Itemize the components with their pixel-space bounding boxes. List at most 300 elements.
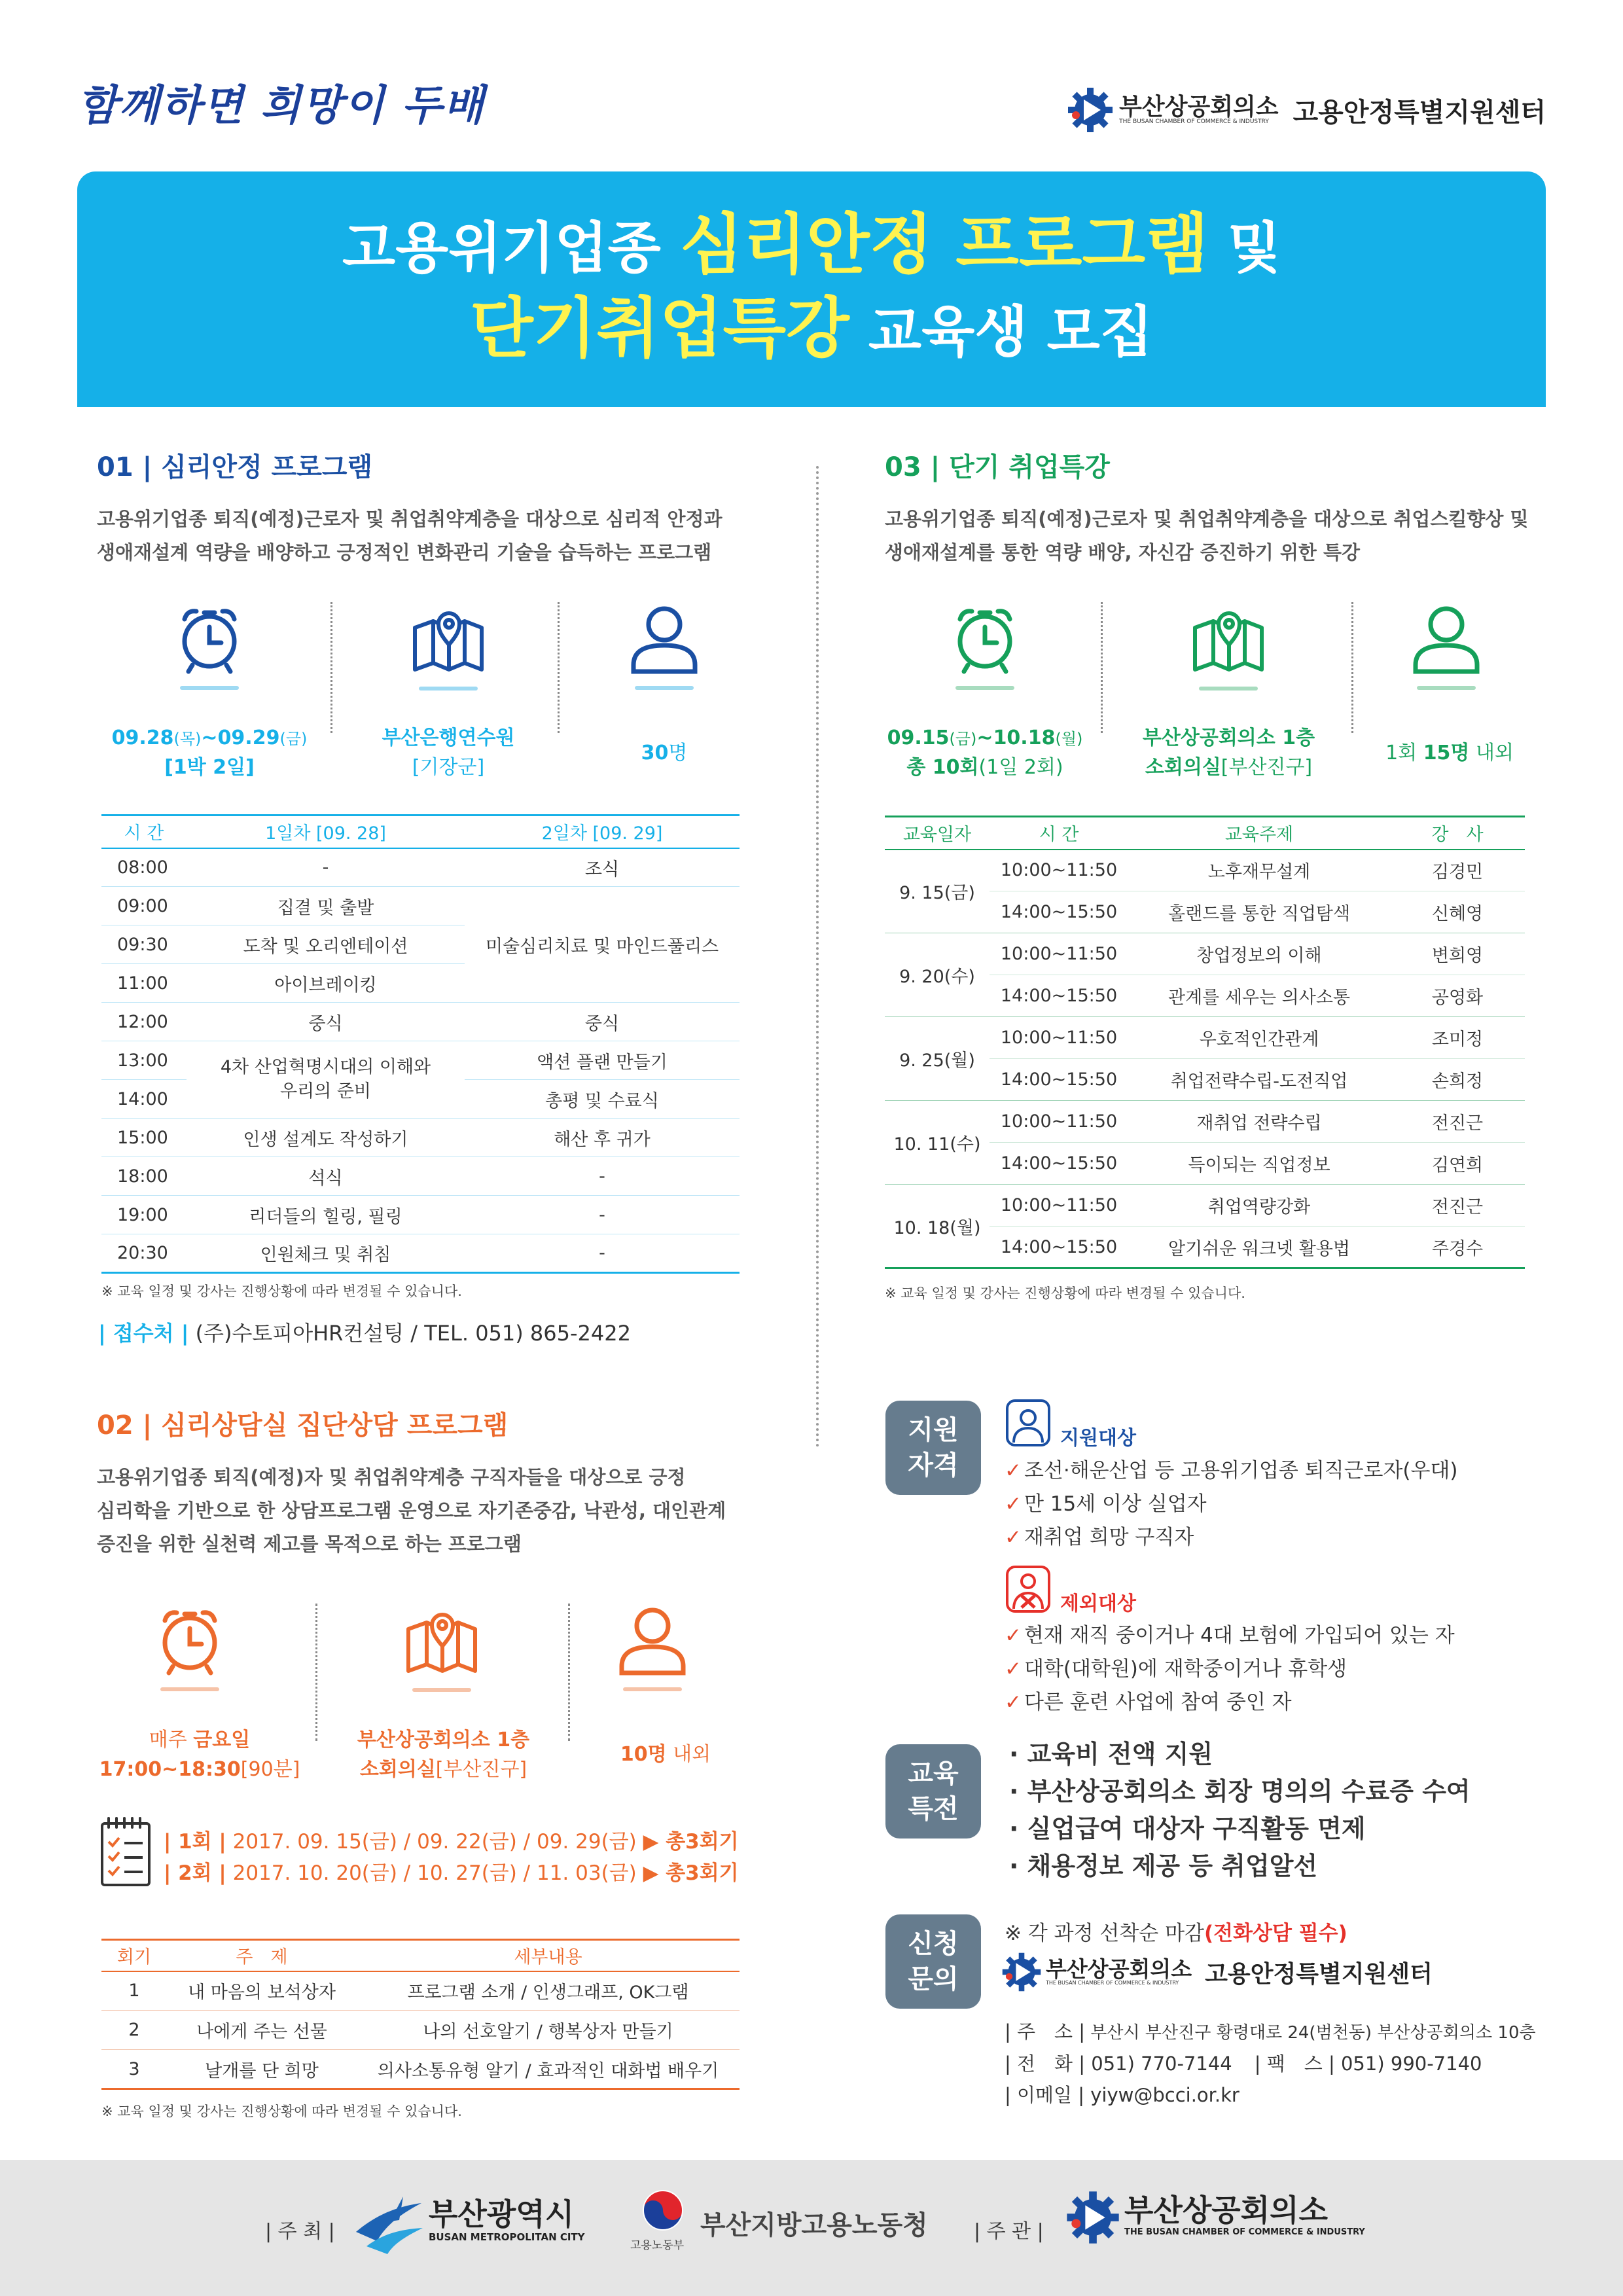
s1-icon-divider-1 <box>330 602 332 733</box>
footer-moel: 고용노동부 <box>630 2239 685 2252</box>
header-bcci-name: 부산상공회의소 <box>1119 93 1279 120</box>
apply-email[interactable]: yiyw@bcci.or.kr <box>1084 2084 1240 2107</box>
footer-busan-en: BUSAN METROPOLITAN CITY <box>429 2231 585 2243</box>
s2-round2-total: 총3회기 <box>658 1861 739 1886</box>
apply-label-line1: 신청 <box>908 1929 959 1959</box>
s3-time-cell: 14:00~15:50 <box>1000 986 1118 1006</box>
s2-note: ※ 교육 일정 및 강사는 진행상황에 따라 변경될 수 있습니다. <box>101 2104 462 2119</box>
exclude-text: 다른 훈련 사업에 참여 중인 자 <box>1024 1691 1292 1715</box>
s2-when-info <box>95 1725 304 1784</box>
s3-lecturer-cell: 손희정 <box>1431 1071 1484 1092</box>
s1-date-info <box>98 723 321 782</box>
list-item <box>1005 1488 1458 1521</box>
apply-fax-label: | 팩 스 | <box>1254 2052 1335 2075</box>
s3-person-underline <box>1417 686 1476 690</box>
s3-desc-line2: 생애재설계를 통한 역량 배양, 자신감 증진하기 위한 특강 <box>885 541 1361 564</box>
s3-header-date: 교육일자 <box>902 825 972 846</box>
benefits-label <box>885 1744 981 1839</box>
footer-busan <box>429 2198 585 2243</box>
s3-time-cell: 10:00~11:50 <box>1000 1195 1118 1215</box>
s3-date-start: 09.15 <box>887 726 950 749</box>
s3-clock-underline <box>955 686 1014 690</box>
s1-day1-cell: 집결 및 출발 <box>277 897 374 918</box>
s3-date-cell: 9. 25(월) <box>885 1017 990 1101</box>
s1-person-underline <box>635 686 694 690</box>
s2-header-detail: 세부내용 <box>514 1947 582 1968</box>
s1-schedule-table <box>101 814 740 1274</box>
s1-reg-value: (주)수토피아HR컨설팅 / TEL. 051) 865-2422 <box>195 1321 631 1346</box>
banner-l2-highlight: 단기취업특강 <box>470 290 849 367</box>
s1-place-area: [기장군] <box>412 756 485 779</box>
s1-day1-line2: 우리의 준비 <box>280 1081 371 1102</box>
title-banner <box>77 171 1546 407</box>
s1-day1-cell: 아이브레이킹 <box>274 975 377 996</box>
s1-day1-cell: 인원체크 및 취침 <box>260 1245 391 1265</box>
s1-note: ※ 교육 일정 및 강사는 진행상황에 따라 변경될 수 있습니다. <box>101 1283 462 1299</box>
s2-place-info <box>327 1725 560 1784</box>
s1-description <box>97 503 804 569</box>
s1-place-info <box>340 723 556 782</box>
map-pin-icon <box>403 1600 480 1677</box>
s3-title <box>885 454 1110 480</box>
s3-people-info <box>1361 738 1538 768</box>
s2-desc-line2: 심리학을 기반으로 한 상담프로그램 운영으로 자기존중감, 낙관성, 대인관계 <box>97 1499 726 1522</box>
support-exclude-list <box>1005 1619 1455 1719</box>
banner-l2-post: 교육생 모집 <box>849 300 1153 364</box>
check-icon: ✓ <box>1005 1691 1022 1715</box>
table-row <box>101 2011 740 2050</box>
s2-clock-underline <box>160 1687 219 1691</box>
s3-lecturer-cell: 조미정 <box>1431 1030 1484 1050</box>
s3-time-cell: 14:00~15:50 <box>1000 902 1118 922</box>
s3-map-block <box>1186 599 1271 691</box>
apply-bcci-name: 부산상공회의소 <box>1046 1956 1192 1982</box>
s1-date-end: 09.29 <box>217 726 280 749</box>
person-icon <box>616 1604 688 1677</box>
person-icon <box>628 602 700 675</box>
s3-desc-line1: 고용위기업종 퇴직(예정)근로자 및 취업취약계층을 대상으로 취업스킬향상 및 <box>885 508 1529 530</box>
support-label-line2: 자격 <box>908 1450 959 1480</box>
footer-host-label: | 주 최 | <box>265 2220 335 2243</box>
s3-time-cell: 10:00~11:50 <box>1000 944 1118 964</box>
apply-contacts <box>1005 2016 1536 2111</box>
s3-header-time: 시 간 <box>1039 825 1079 846</box>
s2-detail-cell: 나의 선호알기 / 행복상자 만들기 <box>423 2022 673 2042</box>
s3-time-cell: 10:00~11:50 <box>1000 1028 1118 1048</box>
header-logo <box>1067 84 1546 136</box>
s3-topic-cell: 창업정보의 이해 <box>1196 946 1322 966</box>
s1-date-duration: [1박 2일] <box>164 756 255 779</box>
table-row <box>101 848 740 887</box>
s1-date-start-day: (목) <box>173 730 202 748</box>
s3-time-cell: 10:00~11:50 <box>1000 860 1118 881</box>
s2-detail-cell: 의사소통유형 알기 / 효과적인 대화법 배우기 <box>377 2060 719 2081</box>
s2-session-cell: 3 <box>128 2058 140 2079</box>
s2-people-count: 10명 <box>620 1743 667 1766</box>
s1-day1-cell-merged <box>187 1041 465 1119</box>
s2-round2-label: | 2회 | <box>164 1861 226 1886</box>
table-row <box>101 1003 740 1041</box>
target-person-icon <box>1005 1398 1052 1448</box>
s1-header-day1: 1일차 [09. 28] <box>265 823 386 844</box>
s1-day2-cell: 액션 플랜 만들기 <box>537 1052 668 1073</box>
apply-phone-label: | 전 화 | <box>1005 2052 1086 2075</box>
s3-topic-cell: 취업전략수립-도전직업 <box>1170 1071 1348 1092</box>
s3-place-name: 부산상공회의소 1층 <box>1142 726 1315 749</box>
s2-when-time: 17:00~18:30 <box>99 1758 241 1781</box>
s3-icon-divider-1 <box>1101 602 1103 733</box>
s3-date-cell: 9. 15(금) <box>885 850 990 933</box>
s3-clock-block <box>942 602 1027 690</box>
s2-topic-cell: 내 마음의 보석상자 <box>188 1982 336 2003</box>
list-item <box>1005 1686 1455 1719</box>
footer-bcci-en: THE BUSAN CHAMBER OF COMMERCE & INDUSTRY <box>1124 2227 1365 2237</box>
moel-taegeuk-icon <box>640 2187 686 2233</box>
alarm-clock-icon <box>153 1604 226 1677</box>
s2-place-name: 부산상공회의소 1층 <box>357 1729 530 1751</box>
s3-topic-cell: 취업역량강화 <box>1207 1197 1311 1217</box>
s3-lecturer-cell: 전진근 <box>1431 1113 1484 1134</box>
s1-header-time: 시 간 <box>124 823 164 844</box>
s1-time-cell: 11:00 <box>117 973 168 994</box>
s1-title <box>97 454 372 480</box>
footer-busan-name: 부산광역시 <box>429 2197 575 2232</box>
s3-date-perday: (1일 2회) <box>978 756 1063 779</box>
header-center-name: 고용안정특별지원센터 <box>1293 97 1546 128</box>
s1-people-unit: 명 <box>668 742 688 764</box>
s3-time-cell: 10:00~11:50 <box>1000 1111 1118 1132</box>
s1-map-underline <box>419 687 478 691</box>
excluded-person-icon <box>1005 1564 1052 1614</box>
s1-time-cell: 08:00 <box>117 857 168 878</box>
apply-email-row <box>1005 2079 1536 2111</box>
s2-rounds <box>164 1826 739 1889</box>
s1-time-cell: 14:00 <box>117 1088 168 1109</box>
s1-people-info <box>569 738 759 768</box>
banner-line-1 <box>77 206 1546 284</box>
person-icon <box>1410 602 1482 675</box>
benefits-list <box>1009 1736 1471 1885</box>
s2-clock-block <box>147 1604 232 1691</box>
apply-center-name: 고용안정특별지원센터 <box>1205 1960 1433 1988</box>
apply-label-line2: 문의 <box>908 1964 959 1994</box>
list-item <box>1005 1521 1458 1554</box>
s3-topic-cell: 홀랜드를 통한 직업탐색 <box>1168 904 1350 924</box>
target-text: 조선·해운산업 등 고용위기업종 퇴직근로자(우대) <box>1024 1459 1458 1482</box>
apply-address-label: | 주 소 | <box>1005 2020 1086 2043</box>
s3-map-underline <box>1199 687 1258 691</box>
s2-when-day: 금요일 <box>193 1729 251 1751</box>
apply-address-row <box>1005 2016 1536 2048</box>
alarm-clock-icon <box>948 602 1022 675</box>
s1-day2-cell: 해산 후 귀가 <box>554 1129 651 1150</box>
s1-people-count: 30 <box>641 742 669 764</box>
s1-day2-cell: 총평 및 수료식 <box>545 1090 659 1111</box>
s1-day1-cell: 인생 설계도 작성하기 <box>243 1129 408 1150</box>
support-exclude-title: 제외대상 <box>1060 1592 1136 1615</box>
s3-date-cell: 9. 20(수) <box>885 933 990 1017</box>
s1-day1-line1: 4차 산업혁명시대의 이해와 <box>220 1057 431 1078</box>
s1-person-block <box>622 602 707 690</box>
support-label-line1: 지원 <box>908 1415 959 1445</box>
s3-time-cell: 14:00~15:50 <box>1000 1069 1118 1090</box>
s2-map-block <box>399 1600 484 1692</box>
s1-place-name: 부산은행연수원 <box>382 726 515 749</box>
s3-people-count: 15명 <box>1423 742 1470 764</box>
s2-round2-dates: 2017. 10. 20(금) / 10. 27(금) / 11. 03(금) ▶ <box>226 1861 659 1886</box>
s3-place-area: [부산진구] <box>1221 756 1313 779</box>
list-item: · 실업급여 대상자 구직활동 면제 <box>1009 1814 1366 1843</box>
s3-date-info <box>874 723 1096 782</box>
s3-lecturer-cell: 주경수 <box>1431 1238 1484 1259</box>
list-item <box>1005 1619 1455 1653</box>
s1-date-start: 09.28 <box>111 726 174 749</box>
s3-date-start-day: (금) <box>949 730 977 748</box>
table-row <box>885 850 1525 891</box>
s2-place-room: 소회의실 <box>359 1758 436 1781</box>
s2-map-underline <box>412 1688 471 1692</box>
s1-reg-label: | 접수처 | <box>98 1321 189 1346</box>
s3-title-text: 단기 취업특강 <box>949 452 1110 482</box>
bcci-gear-icon <box>1065 2190 1120 2245</box>
s3-description <box>885 503 1546 569</box>
s1-title-text: 심리안정 프로그램 <box>161 452 373 482</box>
s2-round-2 <box>164 1857 739 1889</box>
s1-day1-cell: 중식 <box>308 1013 343 1034</box>
support-label <box>885 1401 981 1495</box>
apply-bcci-text <box>1046 1958 1192 1986</box>
list-item <box>1005 1454 1458 1488</box>
s3-topic-cell: 재취업 전략수립 <box>1196 1113 1322 1134</box>
table-row <box>101 1119 740 1157</box>
table-row <box>885 933 1525 975</box>
s2-session-cell: 2 <box>128 2020 140 2040</box>
s1-time-cell: 13:00 <box>117 1050 168 1071</box>
check-icon: ✓ <box>1005 1492 1022 1516</box>
s2-round1-dates: 2017. 09. 15(금) / 09. 22(금) / 09. 29(금) ▶ <box>226 1830 659 1854</box>
s3-lecturer-cell: 신혜영 <box>1431 904 1484 924</box>
s1-time-cell: 18:00 <box>117 1166 168 1187</box>
list-item: · 교육비 전액 지원 <box>1009 1740 1213 1768</box>
s1-clock-block <box>167 602 252 690</box>
s3-topic-cell: 득이되는 직업정보 <box>1188 1155 1330 1175</box>
s3-topic-cell: 우호적인간관계 <box>1199 1030 1319 1050</box>
list-item: · 부산상공회의소 회장 명의의 수료증 수여 <box>1009 1777 1471 1806</box>
s3-date-sep: ~ <box>976 726 993 749</box>
s3-header-lecturer: 강 사 <box>1431 825 1484 846</box>
apply-fax: 051) 990-7140 <box>1334 2052 1482 2075</box>
s1-day1-cell: - <box>322 857 329 878</box>
apply-label <box>885 1914 981 2009</box>
s1-day2-cell: 미술심리치료 및 마인드풀리스 <box>485 936 719 957</box>
s1-time-cell: 12:00 <box>117 1011 168 1032</box>
s3-lecturer-cell: 변희영 <box>1431 946 1484 966</box>
s1-map-block <box>406 599 491 691</box>
s2-description <box>97 1461 810 1560</box>
s2-round-1 <box>164 1826 739 1857</box>
s2-detail-cell: 프로그램 소개 / 인생그래프, OK그램 <box>407 1982 689 2003</box>
s1-date-sep: ~ <box>201 726 218 749</box>
s2-round1-total: 총3회기 <box>658 1830 739 1854</box>
footer-bcci <box>1124 2194 1365 2237</box>
list-item <box>1005 1653 1455 1686</box>
apply-notice <box>1005 1916 1347 1946</box>
s1-clock-underline <box>180 686 239 690</box>
check-icon: ✓ <box>1005 1624 1022 1647</box>
s2-topic-cell: 나에게 주는 선물 <box>196 2022 327 2042</box>
s2-icon-divider-1 <box>315 1604 317 1741</box>
s2-when-duration: [90분] <box>240 1758 300 1781</box>
s1-day1-cell: 도착 및 오리엔테이션 <box>243 936 408 957</box>
s1-day2-cell: - <box>599 1166 605 1187</box>
s1-date-end-day: (금) <box>279 730 308 748</box>
benefits-label-line1: 교육 <box>908 1759 959 1789</box>
checklist-icon <box>98 1816 153 1888</box>
s2-people-info <box>577 1740 754 1769</box>
footer-organizer-label: | 주 관 | <box>974 2220 1044 2243</box>
s3-icon-divider-2 <box>1351 602 1353 733</box>
header-bcci-sub: THE BUSAN CHAMBER OF COMMERCE & INDUSTRY <box>1119 118 1269 126</box>
s2-header-topic: 주 제 <box>236 1947 288 1968</box>
s2-number: 02 <box>97 1410 134 1441</box>
s3-people-suffix: 내외 <box>1469 742 1514 764</box>
apply-bcci-sub: THE BUSAN CHAMBER OF COMMERCE & INDUSTRY <box>1046 1980 1179 1986</box>
footer-labor-office: 부산지방고용노동청 <box>700 2210 928 2240</box>
s1-day2-cell: 조식 <box>584 859 620 880</box>
alarm-clock-icon <box>173 602 246 675</box>
table-row <box>885 1185 1525 1227</box>
s2-session-cell: 1 <box>128 1981 140 2001</box>
s3-place-room: 소회의실 <box>1145 756 1221 779</box>
s2-desc-line3: 증진을 위한 실천력 제고를 목적으로 하는 프로그램 <box>97 1532 522 1555</box>
s3-note: ※ 교육 일정 및 강사는 진행상황에 따라 변경될 수 있습니다. <box>885 1285 1245 1301</box>
apply-notice-text: ※ 각 과정 선착순 마감 <box>1005 1922 1204 1945</box>
target-text: 재취업 희망 구직자 <box>1024 1526 1194 1550</box>
s1-time-cell: 15:00 <box>117 1127 168 1148</box>
table-row <box>101 1041 740 1080</box>
s1-desc-line2: 생애재설계 역량을 배양하고 긍정적인 변화관리 기술을 습득하는 프로그램 <box>97 541 712 564</box>
s3-lecture-table <box>885 816 1525 1269</box>
busan-city-logo-icon <box>353 2191 425 2257</box>
s3-header-topic: 교육주제 <box>1224 825 1294 846</box>
s1-day2-cell: - <box>599 1243 605 1263</box>
s3-date-cell: 10. 18(월) <box>885 1185 990 1268</box>
s2-when-prefix: 매주 <box>149 1729 194 1751</box>
s1-desc-line1: 고용위기업종 퇴직(예정)근로자 및 취업취약계층을 대상으로 심리적 안정과 <box>97 508 722 530</box>
s3-place-info <box>1113 723 1345 782</box>
banner-line-2 <box>77 289 1546 368</box>
apply-phone: 051) 770-7144 <box>1085 2052 1232 2075</box>
check-icon: ✓ <box>1005 1459 1022 1482</box>
s3-date-end: 10.18 <box>993 726 1056 749</box>
s2-header-session: 회기 <box>116 1947 152 1968</box>
s1-time-cell: 09:00 <box>117 895 168 916</box>
table-row <box>101 1157 740 1196</box>
s3-time-cell: 14:00~15:50 <box>1000 1236 1118 1257</box>
slogan: 함께하면 희망이 두배 <box>77 81 485 130</box>
check-icon: ✓ <box>1005 1526 1022 1550</box>
s2-session-table <box>101 1939 740 2090</box>
exclude-text: 현재 재직 중이거나 4대 보험에 가입되어 있는 자 <box>1024 1624 1455 1647</box>
s1-day1-cell: 리더들의 힐링, 필링 <box>249 1206 402 1227</box>
s1-day1-cell: 석식 <box>308 1168 343 1189</box>
bcci-gear-icon <box>1001 1952 1042 1992</box>
header-bcci-text <box>1119 95 1278 126</box>
target-text: 만 15세 이상 실업자 <box>1024 1492 1207 1516</box>
support-target-list <box>1005 1454 1458 1554</box>
footer <box>0 2160 1623 2296</box>
s3-sep: | <box>921 452 950 482</box>
s1-registration <box>98 1317 631 1347</box>
s2-people-suffix: 내외 <box>666 1743 711 1766</box>
banner-l1-highlight: 심리안정 프로그램 <box>680 206 1209 283</box>
footer-bcci-name: 부산상공회의소 <box>1124 2193 1329 2228</box>
s2-title <box>97 1412 508 1439</box>
map-pin-icon <box>1190 599 1267 676</box>
table-row <box>101 887 740 925</box>
table-row <box>101 1971 740 2011</box>
s2-round1-label: | 1회 | <box>164 1830 226 1854</box>
s1-time-cell: 19:00 <box>117 1204 168 1225</box>
list-item: · 채용정보 제공 등 취업알선 <box>1009 1852 1318 1880</box>
s3-number: 03 <box>885 452 921 482</box>
apply-org-logo <box>1001 1952 1433 1992</box>
s3-lecturer-cell: 김경민 <box>1431 862 1484 883</box>
s3-date-end-day: (월) <box>1055 730 1083 748</box>
s3-time-cell: 14:00~15:50 <box>1000 1153 1118 1174</box>
s3-lecturer-cell: 김연희 <box>1431 1155 1484 1175</box>
s1-day2-cell: - <box>599 1204 605 1225</box>
apply-address: 부산시 부산진구 황령대로 24(범천동) 부산상공회의소 10층 <box>1085 2023 1536 2043</box>
s3-topic-cell: 노후재무설계 <box>1207 862 1311 883</box>
s3-topic-cell: 알기쉬운 워크넷 활용법 <box>1168 1238 1350 1259</box>
table-row <box>885 1017 1525 1059</box>
apply-notice-highlight: (전화상담 필수) <box>1204 1922 1347 1945</box>
s2-icon-divider-2 <box>568 1604 570 1741</box>
column-divider <box>816 466 819 1448</box>
banner-l1-pre: 고용위기업종 <box>342 216 681 280</box>
benefits-label-line2: 특전 <box>908 1794 959 1824</box>
bcci-gear-icon <box>1067 86 1114 134</box>
table-row <box>101 1196 740 1234</box>
s2-title-text: 심리상담실 집단상담 프로그램 <box>161 1410 508 1441</box>
s1-sep: | <box>133 452 162 482</box>
s2-person-block <box>610 1604 695 1691</box>
banner-l1-post: 및 <box>1208 216 1281 280</box>
s1-number: 01 <box>97 452 134 482</box>
s2-person-underline <box>623 1687 682 1691</box>
s2-topic-cell: 날개를 단 희망 <box>205 2060 319 2081</box>
s3-topic-cell: 관계를 세우는 의사소통 <box>1168 988 1350 1008</box>
s3-date-cell: 10. 11(수) <box>885 1101 990 1185</box>
s1-time-cell: 20:30 <box>117 1243 168 1263</box>
s1-header-day2: 2일차 [09. 29] <box>541 823 663 844</box>
table-row <box>101 1234 740 1273</box>
s3-date-total: 총 10회 <box>906 756 979 779</box>
s1-time-cell: 09:30 <box>117 934 168 955</box>
table-row <box>885 1101 1525 1143</box>
apply-phone-row <box>1005 2048 1536 2080</box>
s1-icon-divider-2 <box>558 602 560 733</box>
s3-people-prefix: 1회 <box>1385 742 1423 764</box>
s2-sep: | <box>133 1410 162 1441</box>
s3-lecturer-cell: 공영화 <box>1431 988 1484 1008</box>
exclude-text: 대학(대학원)에 재학중이거나 휴학생 <box>1024 1657 1347 1681</box>
s2-desc-line1: 고용위기업종 퇴직(예정)자 및 취업취약계층 구직자들을 대상으로 긍정 <box>97 1466 686 1488</box>
support-target-title: 지원대상 <box>1060 1427 1136 1450</box>
s1-day2-cell: 중식 <box>584 1013 620 1034</box>
apply-email-label: | 이메일 | <box>1005 2084 1085 2107</box>
